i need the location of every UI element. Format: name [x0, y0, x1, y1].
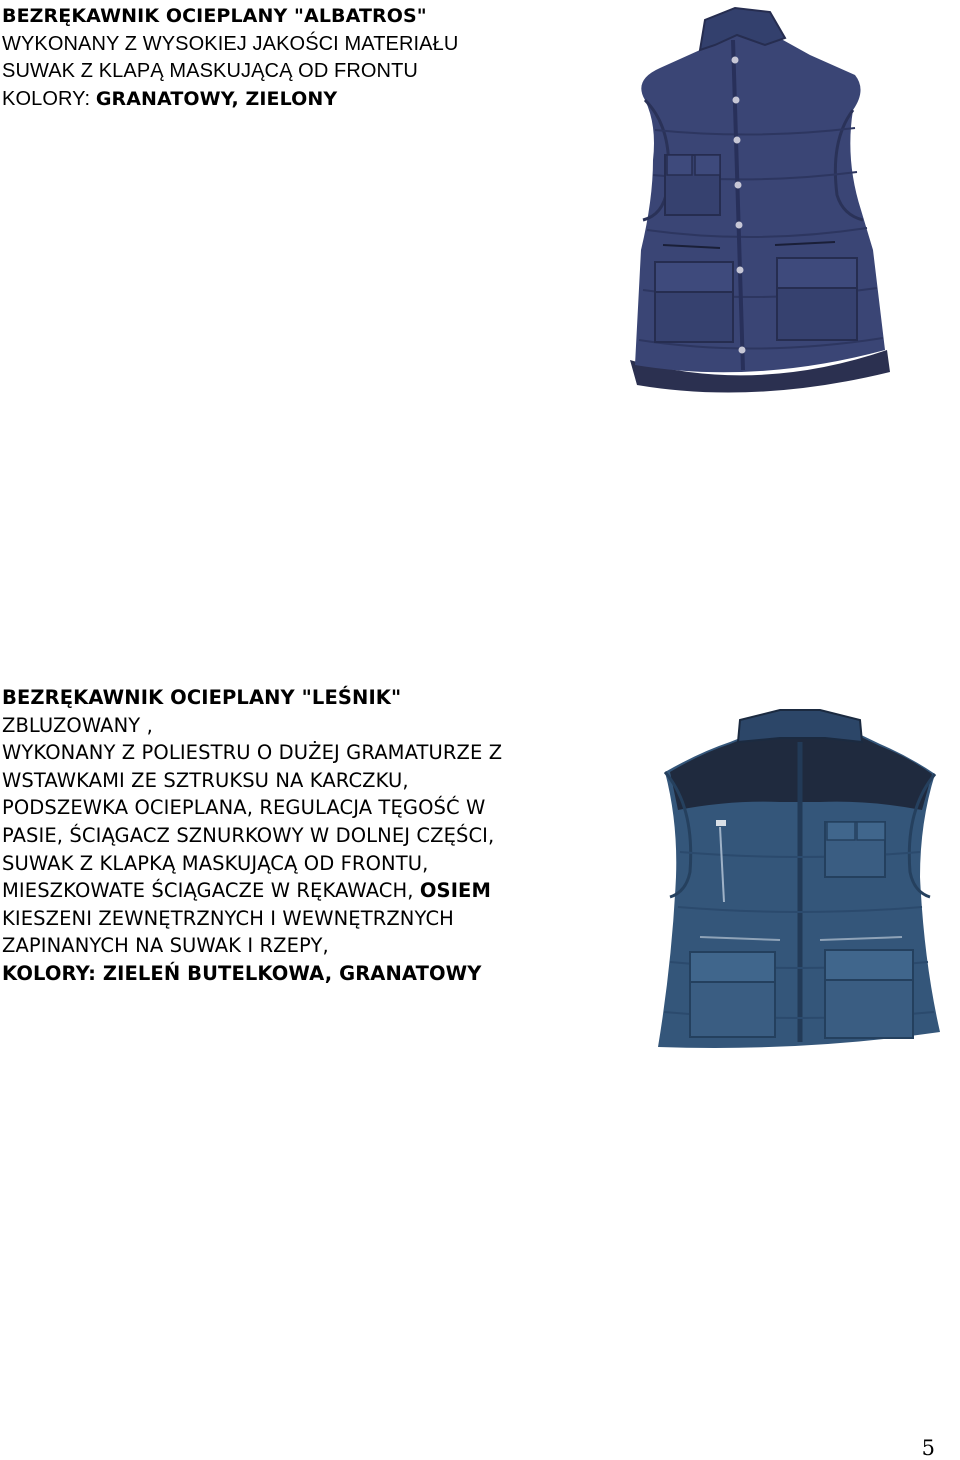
product-description-albatros — [2, 3, 602, 113]
description-line: WYKONANY Z POLIESTRU O DUŻEJ GRAMATURZE Z — [2, 741, 503, 765]
colors-label: KOLORY: — [2, 87, 96, 110]
vest-photo-lesnik — [640, 702, 960, 1097]
description-line: SUWAK Z KLAPĄ MASKUJĄCĄ OD FRONTU — [2, 60, 418, 82]
description-line: WSTAWKAMI ZE SZTRUKSU NA KARCZKU, — [2, 768, 409, 792]
description-line: SUWAK Z KLAPKĄ MASKUJĄCĄ OD FRONTU, — [2, 851, 429, 875]
colors-line — [2, 86, 602, 114]
description-line: ZAPINANYCH NA SUWAK I RZEPY, — [2, 934, 329, 958]
product-title: BEZRĘKAWNIK OCIEPLANY "LEŚNIK" — [2, 686, 402, 709]
product-lesnik — [0, 680, 960, 1100]
description-emphasis: OSIEM — [419, 879, 491, 903]
description-line: WYKONANY Z WYSOKIEJ JAKOŚCI MATERIAŁU — [2, 32, 459, 55]
description-text: MIESZKOWATE ŚCIĄGACZE W RĘKAWACH, — [2, 879, 420, 903]
colors-line: KOLORY: ZIELEŃ BUTELKOWA, GRANATOWY — [2, 961, 482, 985]
product-description-lesnik — [2, 684, 642, 988]
product-title: BEZRĘKAWNIK OCIEPLANY "ALBATROS" — [2, 5, 427, 27]
colors-value: GRANATOWY, ZIELONY — [95, 87, 338, 110]
page-number: 5 — [921, 1436, 935, 1460]
description-line-mixed — [2, 877, 642, 905]
description-line: PODSZEWKA OCIEPLANA, REGULACJA TĘGOŚĆ W — [2, 796, 486, 820]
description-line: ZBLUZOWANY , — [2, 713, 153, 737]
vest-photo-albatros — [605, 0, 905, 440]
product-albatros — [0, 0, 960, 440]
description-line: KIESZENI ZEWNĘTRZNYCH I WEWNĘTRZNYCH — [2, 906, 454, 930]
description-line: PASIE, ŚCIĄGACZ SZNURKOWY W DOLNEJ CZĘŚCI, — [2, 823, 495, 847]
